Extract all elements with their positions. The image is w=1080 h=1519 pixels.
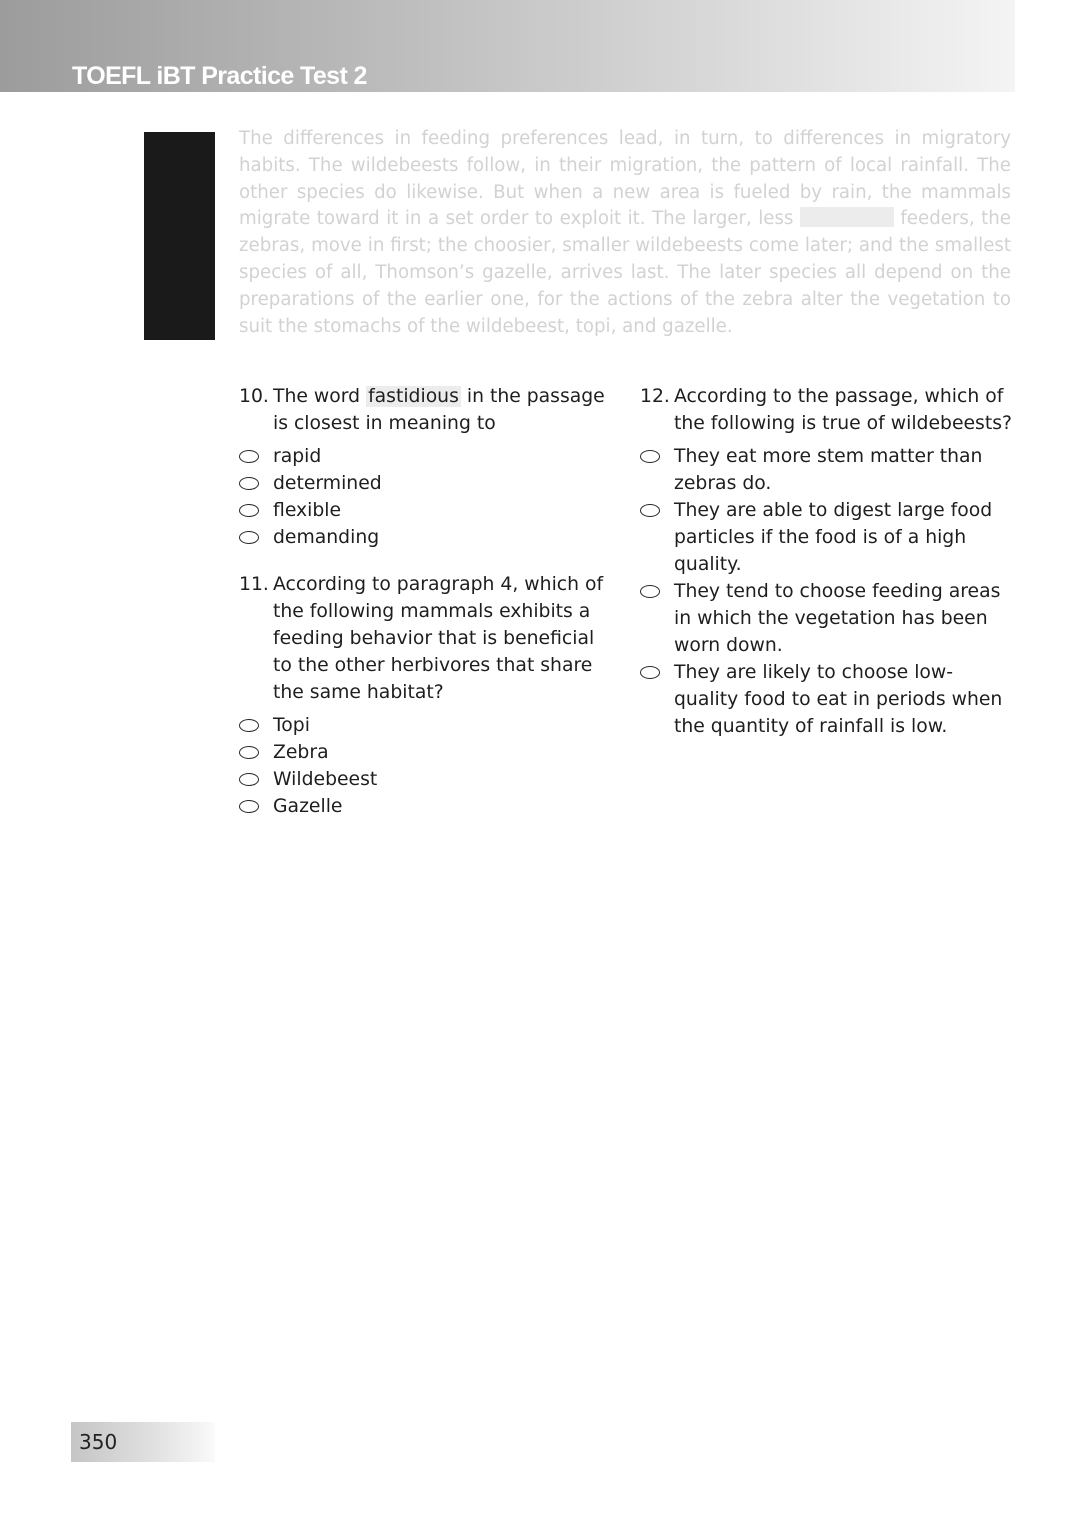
radio-oval-icon[interactable] bbox=[239, 531, 259, 544]
radio-oval-icon[interactable] bbox=[239, 773, 259, 786]
page-number: 350 bbox=[79, 1430, 118, 1454]
radio-oval-icon[interactable] bbox=[239, 746, 259, 759]
choice-label: Zebra bbox=[273, 742, 329, 763]
reading-passage bbox=[239, 126, 1011, 340]
answer-choice[interactable] bbox=[640, 578, 1015, 659]
choice-label: Wildebeest bbox=[273, 769, 378, 790]
highlighted-word: fastidious bbox=[368, 386, 459, 407]
page-title: TOEFL iBT Practice Test 2 bbox=[72, 62, 367, 90]
answer-choice[interactable] bbox=[239, 443, 609, 470]
passage-text-after-blank: feeders, the zebras, move in first; the choosier, smaller wildebeests come later; and the smallest species of all, Thomson’s gazelle, arrives last. The later species all depend on the preparations of the earlier one, for the actions of the zebra alter the vegetation to suit the stomachs of the wildebeest, topi, and gazelle. bbox=[239, 208, 1011, 337]
radio-oval-icon[interactable] bbox=[239, 504, 259, 517]
answer-choices bbox=[239, 443, 609, 551]
answer-choice[interactable] bbox=[239, 470, 609, 497]
radio-oval-icon[interactable] bbox=[239, 450, 259, 463]
answer-choice[interactable] bbox=[640, 497, 1015, 578]
choice-label: determined bbox=[273, 473, 382, 494]
choice-label: They tend to choose feeding areas in which the vegetation has been worn down. bbox=[674, 581, 1001, 656]
answer-choice[interactable] bbox=[239, 766, 609, 793]
choice-label: They are able to digest large food particles if the food is of a high quality. bbox=[674, 500, 993, 575]
question-stem bbox=[239, 571, 609, 706]
choice-label: rapid bbox=[273, 446, 322, 467]
stem-text: According to the passage, which of the following is true of wildebeests? bbox=[674, 386, 1012, 434]
stem-text: The word bbox=[273, 386, 361, 407]
question-stem bbox=[239, 383, 609, 437]
passage-text-before-blank: The differences in feeding preferences lead, in turn, to differences in migratory habits. The wildebeests follow, in their migration, the pattern of local rainfall. The other species do likewise. But when a new area is fueled by rain, the mammals migrate toward it in a set order to exploit it. The larger, less bbox=[239, 128, 1011, 230]
answer-choices bbox=[640, 443, 1015, 740]
stem-text: According to paragraph 4, which of the following mammals exhibits a feeding behavior that is beneficial to the other herbivores that share the same habitat? bbox=[273, 574, 604, 703]
radio-oval-icon[interactable] bbox=[239, 800, 259, 813]
passage-blank bbox=[800, 207, 894, 227]
choice-label: demanding bbox=[273, 527, 380, 548]
question-12 bbox=[640, 383, 1015, 740]
radio-oval-icon[interactable] bbox=[640, 585, 660, 598]
choice-label: flexible bbox=[273, 500, 342, 521]
answer-choice[interactable] bbox=[239, 497, 609, 524]
question-stem bbox=[640, 383, 1015, 437]
question-11 bbox=[239, 571, 609, 820]
answer-choice[interactable] bbox=[239, 524, 609, 551]
radio-oval-icon[interactable] bbox=[640, 450, 660, 463]
choice-label: Topi bbox=[273, 715, 310, 736]
choice-label: They eat more stem matter than zebras do. bbox=[674, 446, 983, 494]
stem-text: in the passage is closest in meaning to bbox=[273, 386, 605, 434]
radio-oval-icon[interactable] bbox=[640, 666, 660, 679]
radio-oval-icon[interactable] bbox=[640, 504, 660, 517]
question-number: 11. bbox=[239, 574, 269, 595]
radio-oval-icon[interactable] bbox=[239, 477, 259, 490]
question-10 bbox=[239, 383, 609, 551]
passage-paragraph bbox=[239, 126, 1011, 340]
answer-choice[interactable] bbox=[239, 793, 609, 820]
answer-choices bbox=[239, 712, 609, 820]
answer-choice[interactable] bbox=[640, 659, 1015, 740]
section-side-tab bbox=[144, 132, 215, 340]
answer-choice[interactable] bbox=[239, 739, 609, 766]
question-number: 12. bbox=[640, 386, 670, 407]
radio-oval-icon[interactable] bbox=[239, 719, 259, 732]
choice-label: Gazelle bbox=[273, 796, 343, 817]
answer-choice[interactable] bbox=[640, 443, 1015, 497]
page-number-band bbox=[71, 1422, 215, 1462]
question-number: 10. bbox=[239, 386, 269, 407]
choice-label: They are likely to choose low-quality food to eat in periods when the quantity of rainfall is low. bbox=[674, 662, 1003, 737]
answer-choice[interactable] bbox=[239, 712, 609, 739]
